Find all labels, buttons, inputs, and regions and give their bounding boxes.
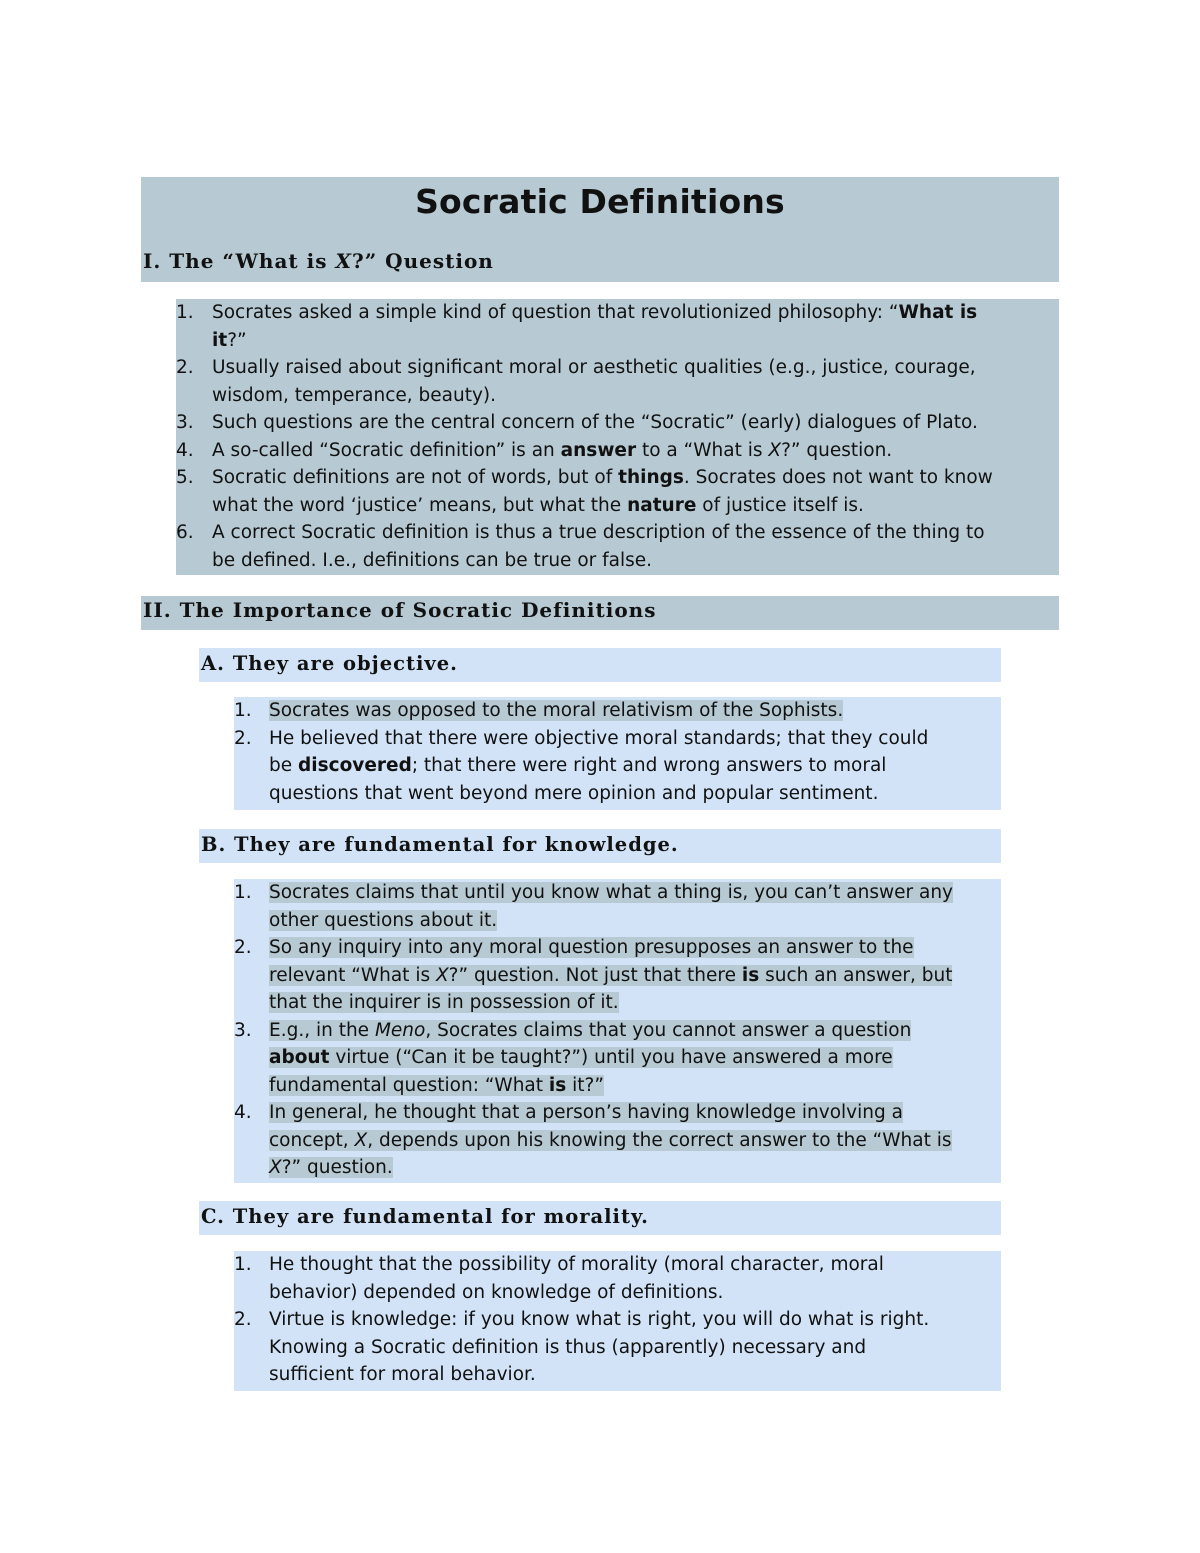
item-text: it?” — [566, 1074, 604, 1096]
item-text: that the inquirer is in possession of it. — [269, 992, 619, 1013]
item-text: ?” question. — [781, 439, 893, 461]
item-text: be — [269, 755, 299, 776]
item-text: other questions about it. — [269, 909, 498, 931]
subsection-a-list — [234, 697, 1001, 810]
subsection-b-heading-block — [199, 829, 1001, 863]
item-text: So any inquiry into any moral question presupposes an answer to the — [269, 937, 914, 958]
heading-text: is — [298, 249, 336, 273]
item-number: 1. — [234, 700, 252, 721]
section-2-heading: II. The Importance of Socratic Definitions — [143, 598, 657, 622]
item-number: 3. — [234, 1019, 252, 1041]
item-number: 2. — [234, 937, 252, 958]
subsection-b-list — [234, 879, 1001, 1183]
item-text: to a “What is — [636, 439, 769, 461]
item-text: A so-called “Socratic definition” is an — [212, 439, 561, 461]
list-item — [234, 1017, 1001, 1100]
item-text: is — [741, 964, 760, 986]
item-text: ?” question. Not just that there — [448, 964, 742, 986]
item-number: 4. — [234, 1102, 252, 1123]
item-text: ?” question. — [281, 1157, 393, 1178]
list-item — [234, 879, 1001, 934]
item-text: about — [269, 1047, 330, 1068]
section-2-heading-block — [141, 596, 1059, 630]
item-text: E.g., in the — [269, 1019, 375, 1041]
list-item — [176, 464, 1059, 519]
item-text: sufficient for moral behavior. — [269, 1364, 536, 1385]
item-text: Socratic definitions are not of words, but of — [212, 467, 619, 488]
list-item — [234, 697, 1001, 725]
item-text: things — [618, 467, 684, 488]
item-text: of justice itself is. — [696, 494, 864, 516]
heading-text: I. The “ — [143, 249, 236, 273]
item-text: Virtue is knowledge: if you know what is right, you will do what is right. — [269, 1309, 930, 1330]
heading-text: X — [335, 249, 352, 273]
item-text: Meno — [374, 1019, 426, 1041]
list-item — [234, 725, 1001, 808]
item-number: 6. — [176, 522, 194, 543]
item-text: Socrates claims that until you know what a thing is, you can’t answer any — [269, 882, 953, 903]
item-text: A correct Socratic definition is thus a true description of the essence of the thing to — [212, 522, 985, 543]
item-text: X — [269, 1157, 282, 1178]
page-title: Socratic Definitions — [415, 182, 785, 221]
list-item — [234, 934, 1001, 1017]
item-text: What is — [898, 302, 978, 323]
item-text: , depends upon his knowing the correct answer to the “What is — [367, 1129, 952, 1151]
section-1-heading — [141, 249, 494, 273]
item-text: Such questions are the central concern of the “Socratic” (early) dialogues of Plato. — [212, 412, 978, 433]
item-text: ; that there were right and wrong answers to moral — [411, 755, 887, 776]
item-text: behavior) depended on knowledge of definitions. — [269, 1281, 724, 1303]
item-text: Usually raised about significant moral or aesthetic qualities (e.g., justice, courage, — [212, 357, 976, 378]
item-number: 3. — [176, 412, 194, 433]
item-number: 2. — [234, 1309, 252, 1330]
item-text: , Socrates claims that you cannot answer a question — [425, 1019, 912, 1041]
item-text: X — [354, 1129, 368, 1151]
list-item — [176, 354, 1059, 409]
list-item — [176, 299, 1059, 354]
item-number: 4. — [176, 439, 194, 461]
item-text: virtue (“Can it be taught?”) until you have answered a more — [329, 1047, 893, 1068]
item-text: answer — [560, 439, 637, 461]
item-text: X — [768, 439, 782, 461]
item-text: what the word ‘justice’ means, but what the — [212, 494, 628, 516]
item-text: ?” — [227, 329, 247, 351]
item-text: concept, — [269, 1129, 355, 1151]
item-text: discovered — [298, 755, 412, 776]
subsection-a-heading-block — [199, 648, 1001, 682]
list-item — [176, 519, 1059, 574]
heading-text: ?” Question — [351, 249, 494, 273]
subsection-b-heading: B. They are fundamental for knowledge. — [201, 833, 679, 856]
item-text: Socrates asked a simple kind of question that revolutionized philosophy: “ — [212, 302, 899, 323]
list-item — [234, 1251, 1001, 1306]
item-number: 1. — [234, 882, 252, 903]
item-text: be defined. I.e., definitions can be true or false. — [212, 549, 653, 571]
item-text: questions that went beyond mere opinion and popular sentiment. — [269, 782, 879, 804]
item-text: wisdom, temperance, beauty). — [212, 384, 497, 406]
list-item — [176, 437, 1059, 465]
list-item — [176, 409, 1059, 437]
item-text: He believed that there were objective moral standards; that they could — [269, 727, 929, 749]
subsection-a-heading: A. They are objective. — [201, 652, 458, 675]
section-1-list — [176, 299, 1059, 575]
subsection-c-heading: C. They are fundamental for morality. — [201, 1205, 649, 1228]
item-number: 2. — [234, 727, 252, 749]
item-text: Socrates was opposed to the moral relativism of the Sophists. — [269, 700, 844, 721]
item-text: Knowing a Socratic definition is thus (apparently) necessary and — [269, 1336, 867, 1358]
item-text: it — [212, 329, 228, 351]
subsection-c-list — [234, 1251, 1001, 1391]
item-text: fundamental question: “What — [269, 1074, 549, 1096]
item-text: nature — [627, 494, 697, 516]
item-text: such an answer, but — [759, 964, 953, 986]
title-block — [141, 177, 1059, 282]
heading-text: What — [235, 249, 299, 273]
item-text: relevant “What is — [269, 964, 436, 986]
item-number: 2. — [176, 357, 194, 378]
item-number: 5. — [176, 467, 194, 488]
subsection-c-heading-block — [199, 1201, 1001, 1235]
item-text: X — [435, 964, 449, 986]
item-number: 1. — [234, 1254, 252, 1275]
item-text: . Socrates does not want to know — [683, 467, 993, 488]
list-item — [234, 1099, 1001, 1182]
item-text: He thought that the possibility of morality (moral character, moral — [269, 1254, 884, 1275]
item-text: is — [548, 1074, 567, 1096]
list-item — [234, 1306, 1001, 1389]
item-number: 1. — [176, 302, 194, 323]
item-text: In general, he thought that a person’s having knowledge involving a — [269, 1102, 903, 1123]
